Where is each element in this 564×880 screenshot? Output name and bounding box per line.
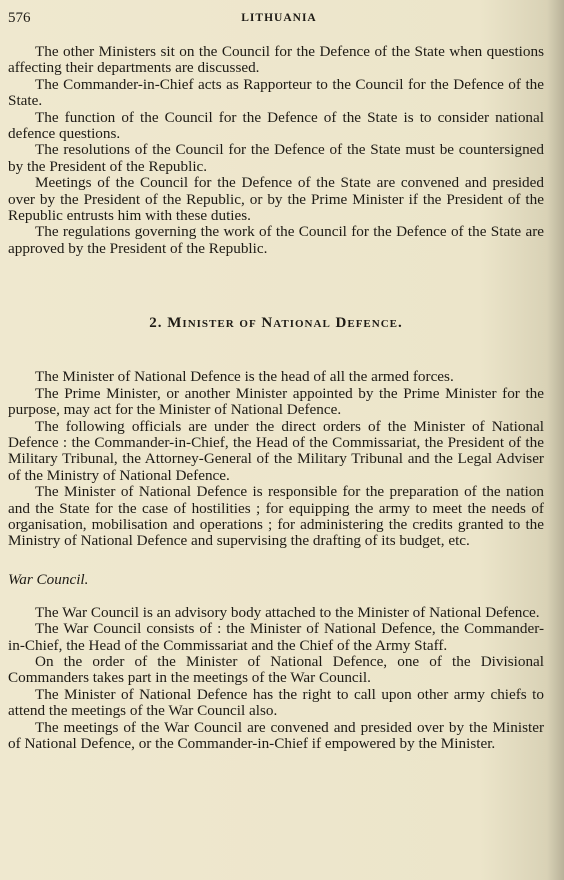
minister-defence-section xyxy=(8,369,544,549)
paragraph: The regulations governing the work of the Council for the Defence of the State are approved by the President of the Republic. xyxy=(8,223,544,257)
paragraph: The War Council consists of : the Minister of National Defence, the Commander-in-Chief, the Head of the Commissariat and the Chief of the Army Staff. xyxy=(8,620,544,654)
page-body xyxy=(8,44,544,752)
war-council-section xyxy=(8,605,544,753)
page-header xyxy=(8,10,550,28)
paragraph: The Minister of National Defence is the head of all the armed forces. xyxy=(35,368,454,386)
war-council-subheading: War Council. xyxy=(8,570,89,588)
running-head: LITHUANIA xyxy=(241,12,317,24)
paragraph: The resolutions of the Council for the Defence of the State must be countersigned by the President of the Republic. xyxy=(8,141,544,175)
section-heading: 2. Minister of National Defence. xyxy=(149,315,403,332)
paragraph: The Minister of National Defence is responsible for the preparation of the nation and the State for the case of hostilities ; for equipping the army to meet the needs of organisation, mobilisation and operations ; for administering the credits granted to the Ministry of National Defence and supervising the drafting of its budget, etc. xyxy=(8,483,544,550)
paragraph: The Commander-in-Chief acts as Rapporteur to the Council for the Defence of the State. xyxy=(8,75,544,110)
paragraph: The other Ministers sit on the Council for the Defence of the State when questions affecting their departments are discussed. xyxy=(8,43,544,77)
page-number: 576 xyxy=(8,10,31,26)
paragraph: The function of the Council for the Defence of the State is to consider national defence questions. xyxy=(8,108,544,143)
paragraph: The Minister of National Defence has the right to call upon other army chiefs to attend the meetings of the War Council also. xyxy=(8,685,544,720)
paragraph: The Prime Minister, or another Minister appointed by the Prime Minister for the purpose, may act for the Minister of National Defence. xyxy=(8,384,544,419)
paragraph: The War Council is an advisory body attached to the Minister of National Defence. xyxy=(35,603,540,621)
paragraph: The meetings of the War Council are convened and presided over by the Minister of National Defence, or the Commander-in-Chief if empowered by the Minister. xyxy=(8,718,544,752)
paragraph: The following officials are under the direct orders of the Minister of National Defence : the Commander-in-Chief, the Head of the Commissariat, the President of the Military Tribunal, the Attorney-General of the Military Tribunal and the Legal Adviser of the Ministry of National Defence. xyxy=(8,417,544,484)
paragraph: Meetings of the Council for the Defence of the State are convened and presided over by the President of the Republic, or by the Prime Minister if the President of the Republic entrusts him with these duties. xyxy=(8,174,544,225)
council-defence-section xyxy=(8,44,544,257)
paragraph: On the order of the Minister of National Defence, one of the Divisional Commanders takes part in the meetings of the War Council. xyxy=(8,652,544,687)
